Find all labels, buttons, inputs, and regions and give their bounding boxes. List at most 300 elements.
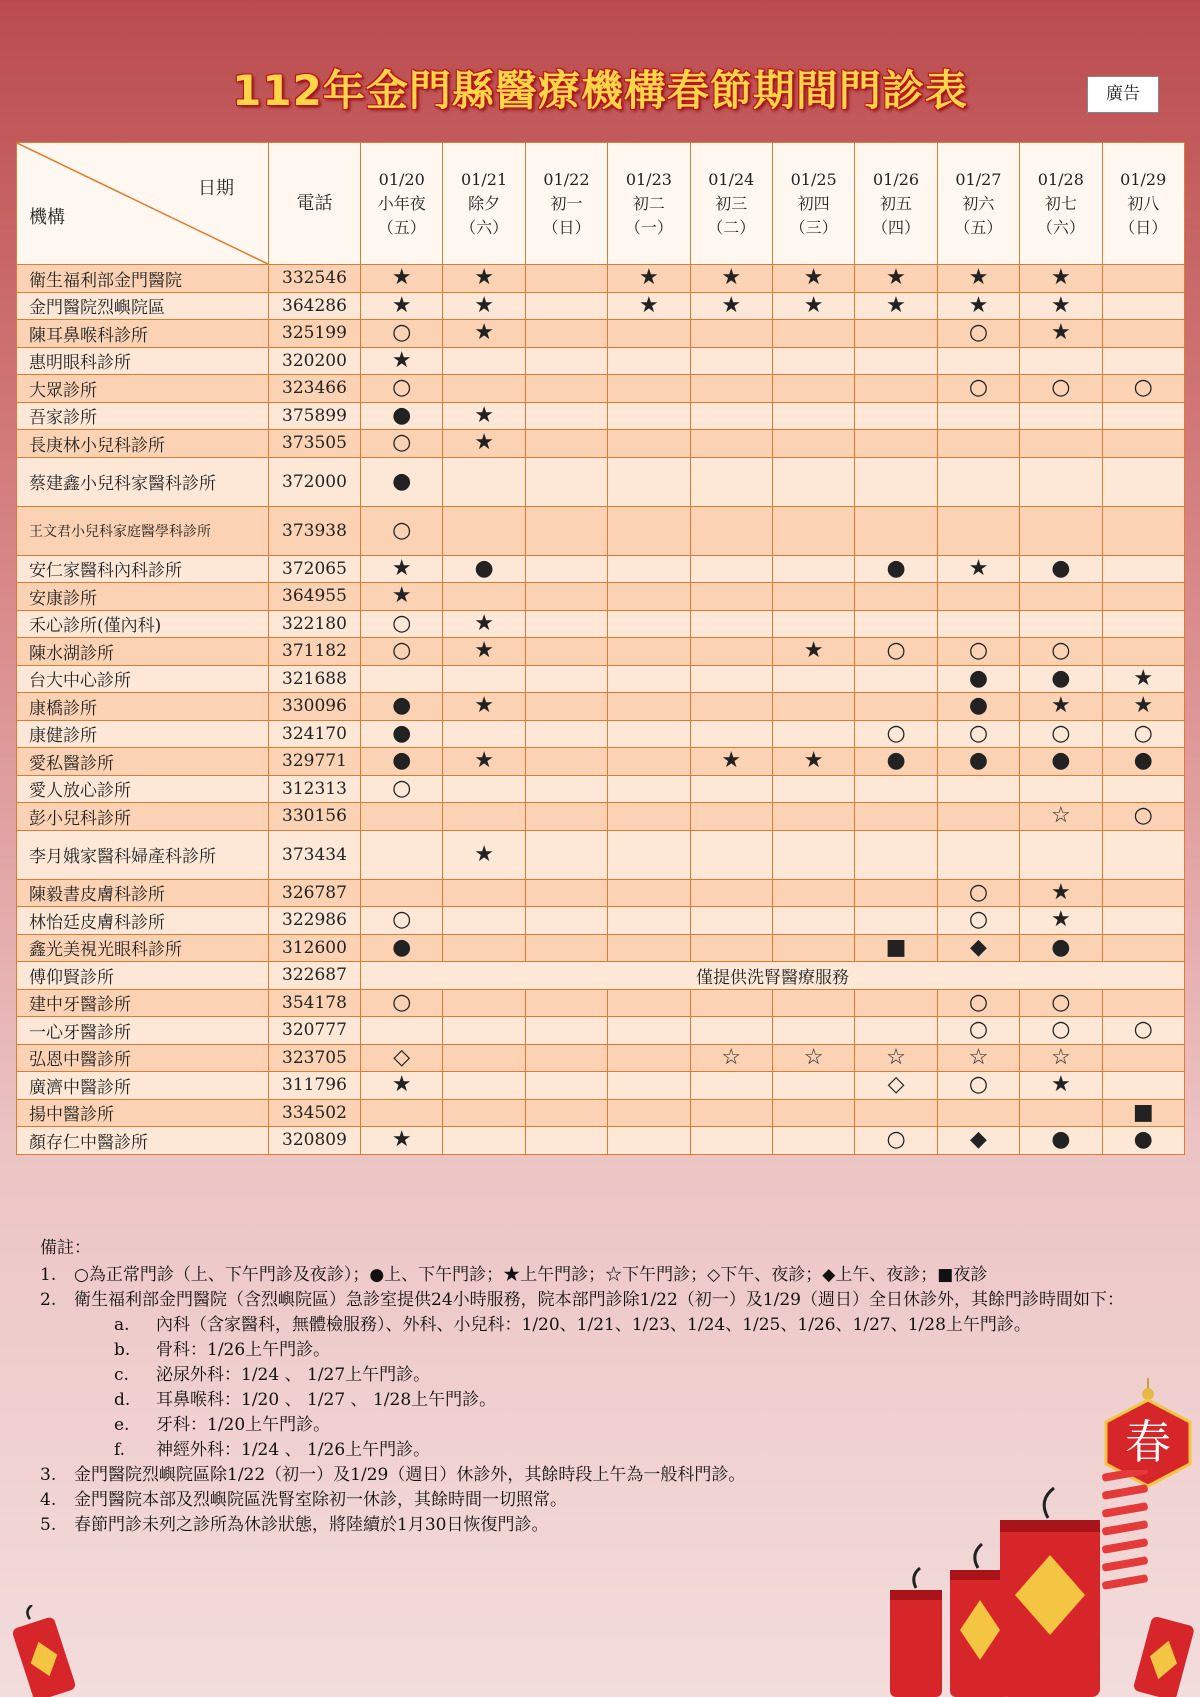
date-header-date: 01/28 bbox=[1037, 169, 1084, 189]
schedule-cell bbox=[690, 320, 772, 348]
schedule-cell bbox=[937, 583, 1019, 611]
date-header-name: 除夕 bbox=[468, 193, 501, 213]
date-header-name: 初三 bbox=[715, 193, 748, 213]
note-sub-number: e. bbox=[114, 1415, 130, 1435]
note-sub-item bbox=[40, 1313, 1170, 1338]
schedule-cell bbox=[772, 583, 854, 611]
date-header-date: 01/27 bbox=[955, 169, 1002, 189]
schedule-cell bbox=[690, 907, 772, 935]
date-header-weekday: （日） bbox=[1119, 217, 1168, 237]
schedule-cell: ★ bbox=[937, 292, 1019, 320]
table-row bbox=[17, 402, 1185, 430]
schedule-cell bbox=[690, 1127, 772, 1155]
schedule-cell bbox=[772, 1072, 854, 1100]
clinic-phone: 373434 bbox=[269, 830, 361, 879]
schedule-cell bbox=[1020, 457, 1102, 506]
clinic-phone: 322986 bbox=[269, 907, 361, 935]
schedule-cell bbox=[690, 665, 772, 693]
schedule-cell bbox=[1102, 879, 1184, 907]
note-sub-number: a. bbox=[114, 1315, 130, 1335]
table-row bbox=[17, 775, 1185, 803]
table-row bbox=[17, 430, 1185, 458]
schedule-cell bbox=[525, 803, 607, 831]
schedule-cell bbox=[690, 775, 772, 803]
schedule-cell: ★ bbox=[443, 748, 525, 776]
schedule-cell bbox=[608, 720, 690, 748]
schedule-cell: ○ bbox=[361, 989, 443, 1017]
clinic-phone: 312600 bbox=[269, 934, 361, 962]
table-row bbox=[17, 748, 1185, 776]
note-text: 春節門診未列之診所為休診狀態，將陸續於1月30日恢復門診。 bbox=[74, 1515, 549, 1535]
schedule-cell bbox=[525, 830, 607, 879]
schedule-cell bbox=[690, 457, 772, 506]
date-header-date: 01/21 bbox=[461, 169, 508, 189]
schedule-cell: ★ bbox=[443, 292, 525, 320]
schedule-cell bbox=[772, 610, 854, 638]
schedule-cell: ★ bbox=[1020, 693, 1102, 721]
table-row bbox=[17, 457, 1185, 506]
table-row bbox=[17, 879, 1185, 907]
schedule-cell bbox=[690, 402, 772, 430]
schedule-cell bbox=[1020, 610, 1102, 638]
schedule-cell: ★ bbox=[772, 638, 854, 666]
clinic-note: 僅提供洗腎醫療服務 bbox=[361, 962, 1185, 990]
schedule-cell bbox=[772, 830, 854, 879]
schedule-cell bbox=[525, 265, 607, 293]
schedule-cell: ○ bbox=[937, 375, 1019, 403]
schedule-cell: ● bbox=[937, 665, 1019, 693]
schedule-cell bbox=[608, 879, 690, 907]
schedule-cell bbox=[855, 402, 937, 430]
clinic-name: 傅仰賢診所 bbox=[17, 962, 269, 990]
schedule-cell bbox=[443, 457, 525, 506]
clinic-name: 禾心診所(僅內科) bbox=[17, 610, 269, 638]
schedule-cell: ★ bbox=[361, 265, 443, 293]
schedule-cell: ○ bbox=[1020, 720, 1102, 748]
schedule-cell bbox=[443, 879, 525, 907]
schedule-cell bbox=[525, 457, 607, 506]
date-header-date: 01/25 bbox=[790, 169, 837, 189]
schedule-cell bbox=[1102, 1072, 1184, 1100]
clinic-name: 弘恩中醫診所 bbox=[17, 1044, 269, 1072]
schedule-cell: ○ bbox=[937, 1072, 1019, 1100]
clinic-phone: 373505 bbox=[269, 430, 361, 458]
clinic-phone: 372065 bbox=[269, 555, 361, 583]
schedule-cell: ● bbox=[361, 720, 443, 748]
schedule-cell bbox=[855, 1017, 937, 1045]
schedule-cell: ○ bbox=[937, 720, 1019, 748]
table-row bbox=[17, 962, 1185, 990]
schedule-cell: ○ bbox=[937, 1017, 1019, 1045]
clinic-name: 長庚林小兒科診所 bbox=[17, 430, 269, 458]
schedule-cell bbox=[1102, 320, 1184, 348]
schedule-cell: ○ bbox=[361, 907, 443, 935]
note-sub-item bbox=[40, 1438, 1170, 1463]
table-row bbox=[17, 506, 1185, 555]
schedule-cell bbox=[443, 375, 525, 403]
schedule-cell bbox=[1020, 830, 1102, 879]
schedule-cell bbox=[772, 665, 854, 693]
clinic-name: 彭小兒科診所 bbox=[17, 803, 269, 831]
table-row bbox=[17, 934, 1185, 962]
note-sub-text: 牙科：1/20上午門診。 bbox=[156, 1415, 331, 1435]
schedule-cell: ● bbox=[855, 555, 937, 583]
schedule-cell bbox=[772, 907, 854, 935]
note-number: 2. bbox=[40, 1290, 57, 1310]
schedule-cell bbox=[608, 638, 690, 666]
table-row bbox=[17, 1099, 1185, 1127]
clinic-phone: 364955 bbox=[269, 583, 361, 611]
firecracker-icon bbox=[880, 1470, 1200, 1697]
schedule-cell bbox=[608, 506, 690, 555]
schedule-cell bbox=[937, 430, 1019, 458]
schedule-cell bbox=[443, 989, 525, 1017]
schedule-cell: ★ bbox=[772, 748, 854, 776]
table-row bbox=[17, 375, 1185, 403]
schedule-cell bbox=[608, 610, 690, 638]
schedule-cell bbox=[608, 934, 690, 962]
date-header-weekday: （五） bbox=[954, 217, 1003, 237]
schedule-cell bbox=[937, 402, 1019, 430]
date-header-weekday: （六） bbox=[460, 217, 509, 237]
date-header-weekday: （三） bbox=[789, 217, 838, 237]
schedule-cell bbox=[937, 457, 1019, 506]
schedule-cell: ★ bbox=[855, 292, 937, 320]
schedule-cell bbox=[937, 506, 1019, 555]
schedule-cell bbox=[1102, 347, 1184, 375]
note-text: 衛生福利部金門醫院（含烈嶼院區）急診室提供24小時服務，院本部門診除1/22（初一）及1/29（週日）全日休診外，其餘門診時間如下： bbox=[74, 1290, 1124, 1310]
schedule-cell bbox=[1102, 583, 1184, 611]
clinic-name: 愛私醫診所 bbox=[17, 748, 269, 776]
clinic-name: 顏存仁中醫診所 bbox=[17, 1127, 269, 1155]
clinic-name: 台大中心診所 bbox=[17, 665, 269, 693]
schedule-table bbox=[16, 142, 1185, 1155]
clinic-phone: 332546 bbox=[269, 265, 361, 293]
schedule-cell bbox=[608, 430, 690, 458]
clinic-phone: 320200 bbox=[269, 347, 361, 375]
schedule-cell: ○ bbox=[1102, 803, 1184, 831]
clinic-name: 安仁家醫科內科診所 bbox=[17, 555, 269, 583]
table-row bbox=[17, 1044, 1185, 1072]
schedule-cell: ★ bbox=[690, 265, 772, 293]
schedule-cell bbox=[443, 1044, 525, 1072]
schedule-cell bbox=[1102, 907, 1184, 935]
schedule-cell bbox=[772, 693, 854, 721]
schedule-cell: ★ bbox=[443, 610, 525, 638]
schedule-cell: ★ bbox=[443, 320, 525, 348]
schedule-cell bbox=[772, 803, 854, 831]
schedule-cell bbox=[525, 320, 607, 348]
schedule-cell: ★ bbox=[1102, 693, 1184, 721]
table-row bbox=[17, 1072, 1185, 1100]
ad-label: 廣告 bbox=[1087, 76, 1159, 113]
schedule-cell bbox=[443, 1099, 525, 1127]
schedule-cell: ○ bbox=[361, 320, 443, 348]
schedule-cell bbox=[772, 934, 854, 962]
clinic-name: 陳水湖診所 bbox=[17, 638, 269, 666]
schedule-cell: ★ bbox=[361, 555, 443, 583]
schedule-cell: ○ bbox=[1020, 375, 1102, 403]
clinic-phone: 311796 bbox=[269, 1072, 361, 1100]
clinic-phone: 323705 bbox=[269, 1044, 361, 1072]
schedule-cell bbox=[772, 347, 854, 375]
schedule-cell bbox=[525, 347, 607, 375]
schedule-cell bbox=[608, 1017, 690, 1045]
schedule-cell bbox=[608, 1099, 690, 1127]
date-header-01-26 bbox=[855, 143, 937, 265]
schedule-cell: ● bbox=[937, 693, 1019, 721]
schedule-cell: ◆ bbox=[937, 1127, 1019, 1155]
schedule-cell bbox=[525, 638, 607, 666]
schedule-cell: ★ bbox=[1020, 292, 1102, 320]
corner-org-label: 機構 bbox=[29, 207, 65, 228]
note-sub-item bbox=[40, 1413, 1170, 1438]
clinic-name: 陳毅書皮膚科診所 bbox=[17, 879, 269, 907]
schedule-cell bbox=[525, 292, 607, 320]
note-text: 金門醫院烈嶼院區除1/22（初一）及1/29（週日）休診外，其餘時段上午為一般科門診。 bbox=[74, 1465, 746, 1485]
schedule-cell bbox=[443, 583, 525, 611]
date-header-01-20 bbox=[361, 143, 443, 265]
date-header-weekday: （一） bbox=[624, 217, 673, 237]
schedule-cell bbox=[361, 665, 443, 693]
schedule-cell: ■ bbox=[1102, 1099, 1184, 1127]
schedule-cell bbox=[608, 347, 690, 375]
clinic-name: 蔡建鑫小兒科家醫科診所 bbox=[17, 457, 269, 506]
schedule-cell bbox=[855, 375, 937, 403]
schedule-cell bbox=[525, 1072, 607, 1100]
schedule-cell bbox=[690, 506, 772, 555]
date-header-01-27 bbox=[937, 143, 1019, 265]
schedule-cell bbox=[525, 1017, 607, 1045]
date-header-name: 初七 bbox=[1044, 193, 1077, 213]
schedule-cell bbox=[690, 720, 772, 748]
schedule-cell: ○ bbox=[1020, 1017, 1102, 1045]
schedule-cell: ○ bbox=[361, 610, 443, 638]
date-header-date: 01/26 bbox=[872, 169, 920, 189]
clinic-phone: 329771 bbox=[269, 748, 361, 776]
schedule-cell bbox=[608, 1127, 690, 1155]
schedule-cell: ○ bbox=[937, 320, 1019, 348]
schedule-cell bbox=[855, 693, 937, 721]
schedule-cell: ◇ bbox=[855, 1072, 937, 1100]
date-header-date: 01/29 bbox=[1120, 169, 1167, 189]
table-row bbox=[17, 610, 1185, 638]
schedule-cell bbox=[855, 430, 937, 458]
schedule-cell bbox=[855, 583, 937, 611]
schedule-cell: ● bbox=[1102, 748, 1184, 776]
table-row bbox=[17, 265, 1185, 293]
schedule-cell bbox=[690, 1072, 772, 1100]
schedule-cell bbox=[1102, 830, 1184, 879]
date-header-date: 01/23 bbox=[625, 169, 672, 189]
date-header-01-22 bbox=[525, 143, 607, 265]
clinic-name: 廣濟中醫診所 bbox=[17, 1072, 269, 1100]
schedule-cell bbox=[772, 1099, 854, 1127]
schedule-cell bbox=[855, 989, 937, 1017]
clinic-phone: 373938 bbox=[269, 506, 361, 555]
clinic-phone: 330156 bbox=[269, 803, 361, 831]
date-header-01-28 bbox=[1020, 143, 1102, 265]
date-header-name: 初一 bbox=[550, 193, 583, 213]
schedule-cell: ★ bbox=[361, 1127, 443, 1155]
table-row bbox=[17, 665, 1185, 693]
schedule-cell: ★ bbox=[443, 693, 525, 721]
schedule-cell bbox=[608, 693, 690, 721]
schedule-cell bbox=[1102, 265, 1184, 293]
schedule-cell bbox=[1102, 457, 1184, 506]
schedule-cell: ○ bbox=[1020, 989, 1102, 1017]
clinic-name: 王文君小兒科家庭醫學科診所 bbox=[17, 506, 269, 555]
schedule-cell bbox=[608, 402, 690, 430]
small-firecracker-icon bbox=[8, 1605, 88, 1697]
schedule-cell bbox=[772, 320, 854, 348]
schedule-cell bbox=[361, 803, 443, 831]
schedule-cell bbox=[1102, 934, 1184, 962]
schedule-cell: ○ bbox=[361, 375, 443, 403]
spring-char: 春 bbox=[1125, 1415, 1171, 1469]
clinic-name: 鑫光美視光眼科診所 bbox=[17, 934, 269, 962]
schedule-cell: ◇ bbox=[361, 1044, 443, 1072]
schedule-cell bbox=[361, 1099, 443, 1127]
clinic-phone: 324170 bbox=[269, 720, 361, 748]
schedule-cell bbox=[1020, 506, 1102, 555]
schedule-cell: ● bbox=[361, 457, 443, 506]
schedule-cell: ○ bbox=[855, 720, 937, 748]
schedule-cell bbox=[772, 555, 854, 583]
clinic-phone: 322687 bbox=[269, 962, 361, 990]
clinic-name: 惠明眼科診所 bbox=[17, 347, 269, 375]
schedule-cell: ★ bbox=[443, 830, 525, 879]
schedule-cell bbox=[443, 506, 525, 555]
schedule-cell bbox=[772, 879, 854, 907]
schedule-cell: ★ bbox=[1020, 907, 1102, 935]
schedule-cell: ○ bbox=[937, 638, 1019, 666]
table-row bbox=[17, 720, 1185, 748]
date-header-name: 初六 bbox=[962, 193, 995, 213]
schedule-cell: ○ bbox=[937, 879, 1019, 907]
note-sub-item bbox=[40, 1363, 1170, 1388]
schedule-cell bbox=[443, 720, 525, 748]
schedule-cell: ○ bbox=[361, 638, 443, 666]
date-header-01-24 bbox=[690, 143, 772, 265]
schedule-cell bbox=[772, 430, 854, 458]
note-number: 4. bbox=[40, 1490, 57, 1510]
table-row bbox=[17, 803, 1185, 831]
date-header-date: 01/22 bbox=[543, 169, 590, 189]
schedule-cell: ☆ bbox=[937, 1044, 1019, 1072]
schedule-cell bbox=[443, 907, 525, 935]
schedule-cell bbox=[1020, 402, 1102, 430]
schedule-cell: ☆ bbox=[772, 1044, 854, 1072]
schedule-cell bbox=[525, 583, 607, 611]
table-row bbox=[17, 638, 1185, 666]
schedule-cell bbox=[608, 583, 690, 611]
schedule-cell bbox=[608, 555, 690, 583]
note-number: 3. bbox=[40, 1465, 57, 1485]
notes-heading: 備註： bbox=[40, 1238, 91, 1258]
schedule-cell bbox=[443, 1017, 525, 1045]
schedule-cell bbox=[690, 583, 772, 611]
schedule-cell: ● bbox=[443, 555, 525, 583]
schedule-cell: ◆ bbox=[937, 934, 1019, 962]
schedule-cell: ★ bbox=[443, 402, 525, 430]
schedule-cell bbox=[690, 830, 772, 879]
schedule-cell bbox=[772, 989, 854, 1017]
schedule-cell bbox=[855, 830, 937, 879]
clinic-name: 林怡廷皮膚科診所 bbox=[17, 907, 269, 935]
note-sub-number: f. bbox=[114, 1440, 126, 1460]
schedule-cell bbox=[525, 430, 607, 458]
clinic-phone: 330096 bbox=[269, 693, 361, 721]
schedule-cell bbox=[443, 775, 525, 803]
schedule-cell bbox=[1020, 775, 1102, 803]
schedule-cell: ★ bbox=[361, 1072, 443, 1100]
note-sub-number: b. bbox=[114, 1340, 131, 1360]
date-header-weekday: （二） bbox=[707, 217, 756, 237]
schedule-cell bbox=[443, 665, 525, 693]
corner-header bbox=[17, 143, 269, 265]
schedule-cell: ★ bbox=[361, 583, 443, 611]
clinic-phone: 375899 bbox=[269, 402, 361, 430]
clinic-phone: 326787 bbox=[269, 879, 361, 907]
schedule-cell bbox=[855, 1099, 937, 1127]
schedule-cell: ★ bbox=[855, 265, 937, 293]
clinic-phone: 334502 bbox=[269, 1099, 361, 1127]
schedule-cell bbox=[937, 830, 1019, 879]
schedule-cell bbox=[1020, 430, 1102, 458]
schedule-cell bbox=[608, 320, 690, 348]
schedule-cell bbox=[772, 457, 854, 506]
table-row bbox=[17, 1017, 1185, 1045]
schedule-cell bbox=[855, 907, 937, 935]
note-sub-number: d. bbox=[114, 1390, 131, 1410]
date-header-01-21 bbox=[443, 143, 525, 265]
schedule-cell bbox=[690, 803, 772, 831]
note-sub-text: 泌尿外科：1/24 、 1/27上午門診。 bbox=[156, 1365, 431, 1385]
clinic-name: 大眾診所 bbox=[17, 375, 269, 403]
schedule-cell bbox=[525, 907, 607, 935]
schedule-cell bbox=[772, 375, 854, 403]
schedule-cell bbox=[608, 989, 690, 1017]
schedule-cell: ★ bbox=[772, 265, 854, 293]
corner-date-label: 日期 bbox=[198, 178, 234, 199]
note-sub-text: 耳鼻喉科：1/20 、 1/27 、 1/28上午門診。 bbox=[156, 1390, 497, 1410]
schedule-cell: ● bbox=[1020, 748, 1102, 776]
schedule-cell bbox=[525, 1044, 607, 1072]
clinic-phone: 354178 bbox=[269, 989, 361, 1017]
schedule-cell: ● bbox=[1020, 1127, 1102, 1155]
schedule-cell: ○ bbox=[937, 989, 1019, 1017]
schedule-cell bbox=[855, 803, 937, 831]
schedule-cell bbox=[855, 347, 937, 375]
schedule-cell bbox=[525, 693, 607, 721]
schedule-cell bbox=[443, 934, 525, 962]
schedule-cell bbox=[690, 1017, 772, 1045]
clinic-name: 一心牙醫診所 bbox=[17, 1017, 269, 1045]
date-header-name: 初二 bbox=[632, 193, 665, 213]
clinic-phone: 364286 bbox=[269, 292, 361, 320]
schedule-cell: ○ bbox=[361, 506, 443, 555]
date-header-01-25 bbox=[772, 143, 854, 265]
schedule-cell bbox=[608, 907, 690, 935]
clinic-name: 安康診所 bbox=[17, 583, 269, 611]
schedule-cell bbox=[690, 693, 772, 721]
schedule-cell: ★ bbox=[361, 347, 443, 375]
note-sub-number: c. bbox=[114, 1365, 129, 1385]
schedule-cell: ● bbox=[855, 748, 937, 776]
schedule-cell bbox=[1102, 430, 1184, 458]
schedule-cell bbox=[772, 775, 854, 803]
